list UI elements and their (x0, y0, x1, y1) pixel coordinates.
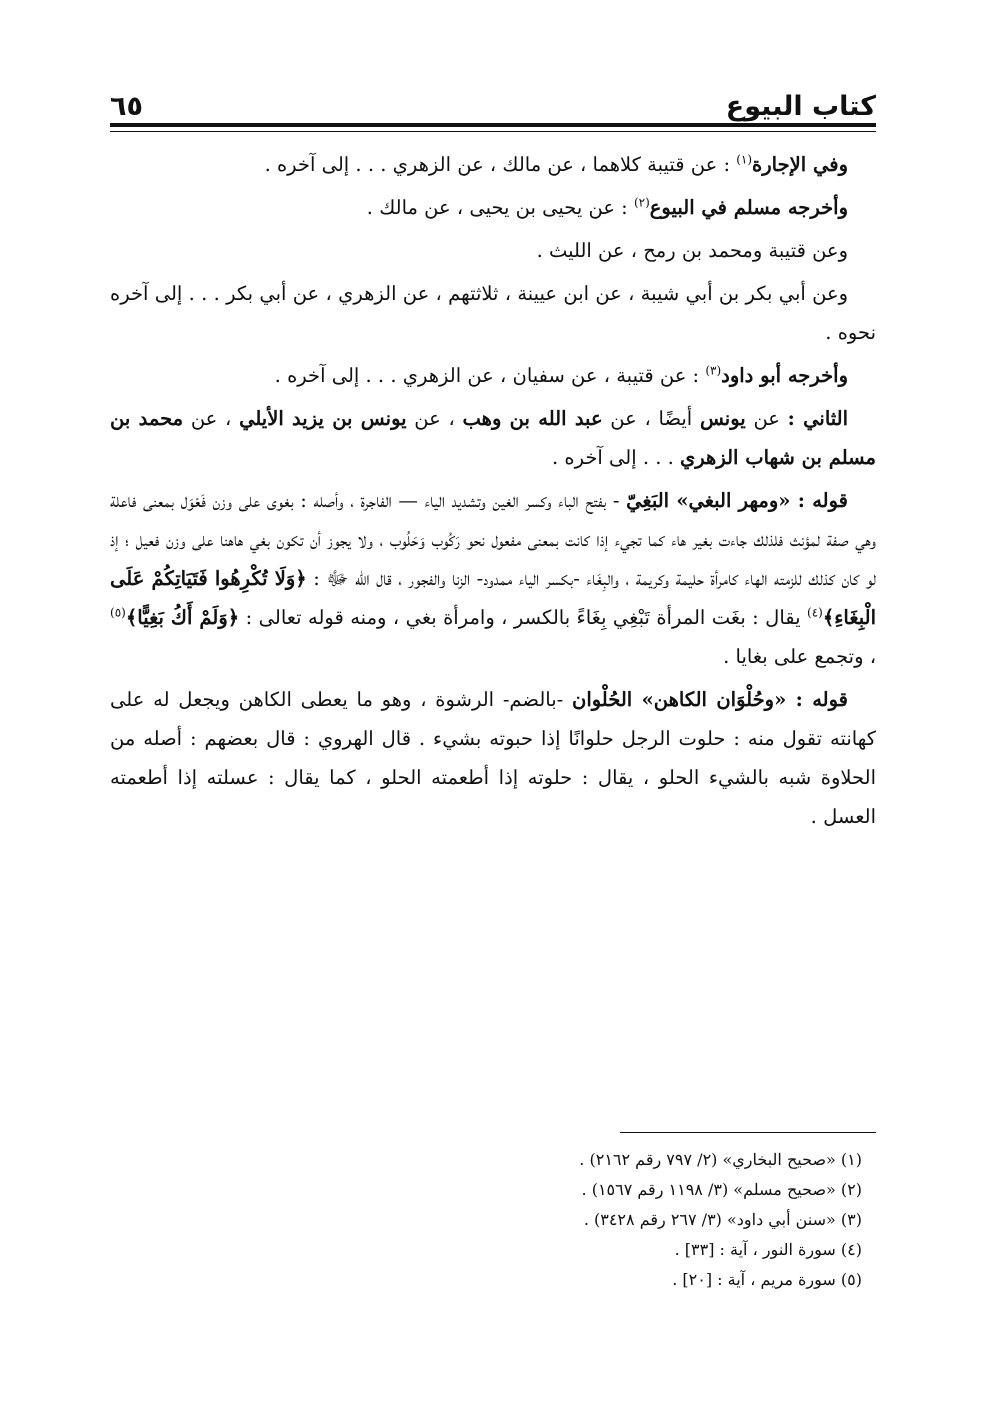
paragraph-text: وعن قتيبة ومحمد بن رمح ، عن الليث . (536, 239, 848, 262)
paragraph-lead: قوله : «وحُلْوَان الكاهن» الحُلْوان (572, 688, 848, 711)
paragraph-text: يقال : بغَت المرأة تَبْغِي بِغَاءً بالكسر ، وامرأة بغي ، ومنه قوله تعالى : (239, 606, 807, 629)
footnote-5: (٥) سورة مريم ، آية : [٢٠] . (672, 1270, 862, 1289)
paragraph-text: -بالضم- الرشوة ، وهو ما يعطى الكاهن ويجعل له على كهانته تقول منه : حلوت الرجل حلوانًا إذا حبوته بشيء . قال الهروي : قال بعضهم : أصله من الحلاوة شبه بالشيء الحلو ، يقال : حلوته إذا أطعمته الحلو ، كما يقال : عسلته إذا أطعمته العسل . (110, 688, 876, 828)
paragraph-text: : عن يحيى بن يحيى ، عن مالك . (366, 196, 634, 219)
paragraph-text: وعن أبي بكر بن أبي شيبة ، عن ابن عيينة ، ثلاثتهم ، عن الزهري ، عن أبي بكر . . . إلى آخره نحوه . (110, 282, 876, 344)
paragraph-text: ، عن (183, 407, 240, 430)
paragraph-5 (110, 356, 876, 395)
footnote-marker: (١) (736, 152, 753, 167)
paragraph-lead: قوله : «ومهر البغي» البَغِيّ (626, 489, 848, 512)
footnote-3: (٣) «سنن أبي داود» (٣/ ٢٦٧ رقم ٣٤٢٨) . (583, 1210, 862, 1229)
narrator-name: يونس (699, 407, 746, 430)
paragraph-text: ، وتجمع على بغايا . (723, 645, 876, 668)
narrator-name: محمد بن مسلم بن شهاب الزهري (110, 407, 876, 469)
footnotes (110, 1145, 876, 1295)
paragraph-text: : عن قتيبة كلاهما ، عن مالك ، عن الزهري . . . إلى آخره . (264, 153, 737, 176)
paragraph-4 (110, 274, 876, 352)
paragraph-text: أيضًا ، عن (602, 407, 700, 430)
paragraph-text: عن (745, 407, 788, 430)
narrator-name: عبد الله بن وهب (462, 407, 603, 430)
footnote-4: (٤) سورة النور ، آية : [٣٣] . (674, 1240, 862, 1259)
footnote-marker: (٥) (110, 605, 126, 620)
header-rule-thin (110, 131, 876, 132)
paragraph-6 (110, 399, 876, 477)
paragraph-text: : عن قتيبة ، عن سفيان ، عن الزهري . . . إلى آخره . (274, 364, 706, 387)
paragraph-8 (110, 680, 876, 836)
paragraph-lead: وفي الإجارة (752, 153, 848, 176)
paragraph-lead: الثاني : (787, 407, 849, 430)
paragraph-text: - بفتح الباء وكسر الغين وتشديد الياء — الفاجرة ، وأصله : بغوى على وزن فَعْوَل بمعنى فاعلة وهي صفة لمؤنث فلذلك جاءت بغير هاء كما تجيء إذا كانت بمعنى مفعول نحو رَكُوب وَحَلُوب ، ولا يجوز أن تكون بغي هاهنا على وزن فعيل ؛ إذ لو كان كذلك للزمته الهاء كامرأة حليمة وكريمة ، والبِغَاء -بكسر الياء ممدود- الزنا والفجور ، قال الله ﷻ : (110, 489, 877, 590)
footnote-marker: (٤) (807, 605, 823, 620)
paragraph-2 (110, 188, 876, 227)
paragraph-lead: وأخرجه أبو داود (721, 364, 848, 387)
page-number: ٦٥ (110, 91, 143, 122)
footnote-separator (620, 1132, 876, 1133)
running-header (110, 72, 876, 120)
paragraph-1 (110, 145, 876, 184)
footnote-marker: (٣) (705, 363, 722, 378)
quran-quote: ﴿وَلَمْ أَكُ بَغِيًّا﴾ (125, 606, 240, 629)
chapter-title: كتاب البيوع (725, 91, 876, 122)
footnote-marker: (٢) (633, 195, 650, 210)
paragraph-text: ، عن (406, 407, 463, 430)
header-rule-thick (110, 123, 876, 127)
narrator-name: يونس بن يزيد الأيلي (239, 407, 407, 430)
paragraph-lead: وأخرجه مسلم في البيوع (649, 196, 848, 219)
footnote-1: (١) «صحيح البخاري» (٢/ ٧٩٧ رقم ٢١٦٢) . (579, 1150, 862, 1169)
paragraph-7 (110, 481, 876, 676)
paragraph-text: . . . إلى آخره . (551, 446, 681, 469)
paragraph-3 (110, 231, 876, 270)
footnote-2: (٢) «صحيح مسلم» (٣/ ١١٩٨ رقم ١٥٦٧) . (581, 1180, 862, 1199)
quran-quote: ﴿وَلَا تُكْرِهُوا فَتَيَاتِكُمْ عَلَى الْبِغَاءِ﴾ (110, 567, 877, 629)
main-text (110, 145, 876, 840)
